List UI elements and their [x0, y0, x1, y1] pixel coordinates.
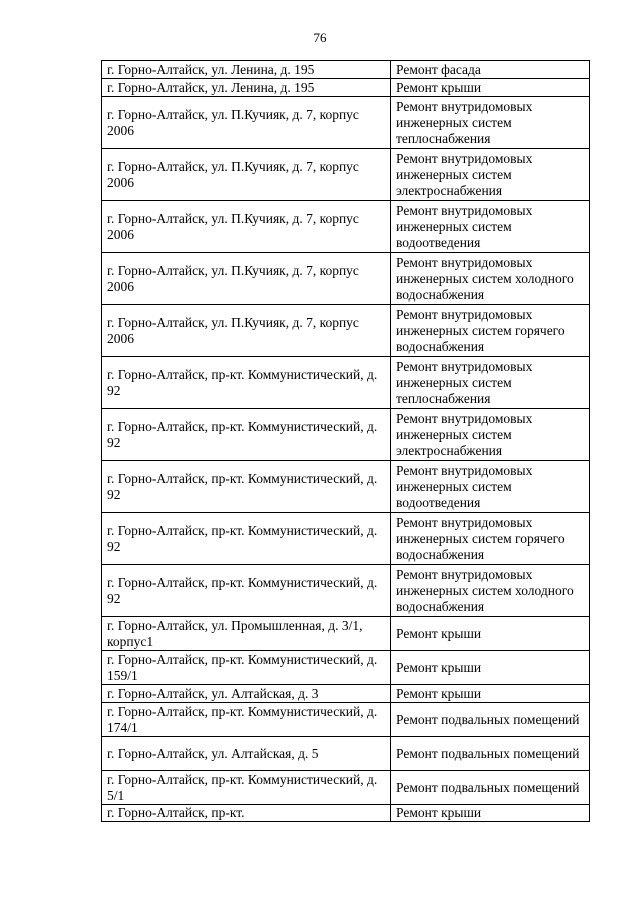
address-cell: г. Горно-Алтайск, пр-кт. Коммунистический, д. 159/1 — [102, 651, 391, 685]
address-cell: г. Горно-Алтайск, пр-кт. Коммунистический, д. 92 — [102, 565, 391, 617]
work-cell: Ремонт фасада — [391, 61, 590, 79]
address-cell: г. Горно-Алтайск, ул. П.Кучияк, д. 7, корпус 2006 — [102, 305, 391, 357]
work-cell: Ремонт внутридомовых инженерных систем горячего водоснабжения — [391, 513, 590, 565]
repair-works-table — [101, 60, 590, 822]
address-cell: г. Горно-Алтайск, пр-кт. — [102, 805, 391, 822]
work-cell: Ремонт крыши — [391, 805, 590, 822]
page-number: 76 — [313, 30, 327, 45]
work-cell: Ремонт крыши — [391, 617, 590, 651]
table-row — [102, 565, 590, 617]
address-cell: г. Горно-Алтайск, ул. Алтайская, д. 5 — [102, 737, 391, 771]
work-cell: Ремонт крыши — [391, 79, 590, 97]
work-cell: Ремонт внутридомовых инженерных систем электроснабжения — [391, 149, 590, 201]
work-cell: Ремонт подвальных помещений — [391, 703, 590, 737]
table-row — [102, 61, 590, 79]
address-cell: г. Горно-Алтайск, ул. П.Кучияк, д. 7, корпус 2006 — [102, 149, 391, 201]
work-cell: Ремонт внутридомовых инженерных систем холодного водоснабжения — [391, 253, 590, 305]
address-cell: г. Горно-Алтайск, ул. Промышленная, д. 3/1, корпус1 — [102, 617, 391, 651]
table-row — [102, 79, 590, 97]
work-cell: Ремонт внутридомовых инженерных систем холодного водоснабжения — [391, 565, 590, 617]
table-row — [102, 685, 590, 703]
table-row — [102, 461, 590, 513]
table-row — [102, 97, 590, 149]
address-cell: г. Горно-Алтайск, пр-кт. Коммунистический, д. 174/1 — [102, 703, 391, 737]
work-cell: Ремонт внутридомовых инженерных систем водоотведения — [391, 461, 590, 513]
address-cell: г. Горно-Алтайск, пр-кт. Коммунистический, д. 92 — [102, 461, 391, 513]
work-cell: Ремонт внутридомовых инженерных систем горячего водоснабжения — [391, 305, 590, 357]
table-row — [102, 253, 590, 305]
address-cell: г. Горно-Алтайск, пр-кт. Коммунистический, д. 5/1 — [102, 771, 391, 805]
work-cell: Ремонт внутридомовых инженерных систем теплоснабжения — [391, 357, 590, 409]
address-cell: г. Горно-Алтайск, ул. Алтайская, д. 3 — [102, 685, 391, 703]
work-cell: Ремонт крыши — [391, 685, 590, 703]
table-row — [102, 771, 590, 805]
address-cell: г. Горно-Алтайск, ул. Ленина, д. 195 — [102, 79, 391, 97]
work-cell: Ремонт внутридомовых инженерных систем теплоснабжения — [391, 97, 590, 149]
address-cell: г. Горно-Алтайск, ул. П.Кучияк, д. 7, корпус 2006 — [102, 201, 391, 253]
table-row — [102, 513, 590, 565]
table-row — [102, 409, 590, 461]
table-row — [102, 305, 590, 357]
table-row — [102, 617, 590, 651]
work-cell: Ремонт подвальных помещений — [391, 737, 590, 771]
table-row — [102, 703, 590, 737]
address-cell: г. Горно-Алтайск, ул. Ленина, д. 195 — [102, 61, 391, 79]
table-row — [102, 149, 590, 201]
table-row — [102, 805, 590, 822]
work-cell: Ремонт крыши — [391, 651, 590, 685]
table-row — [102, 651, 590, 685]
address-cell: г. Горно-Алтайск, ул. П.Кучияк, д. 7, корпус 2006 — [102, 97, 391, 149]
work-cell: Ремонт внутридомовых инженерных систем электроснабжения — [391, 409, 590, 461]
table-row — [102, 357, 590, 409]
table-row — [102, 201, 590, 253]
table-row — [102, 737, 590, 771]
address-cell: г. Горно-Алтайск, пр-кт. Коммунистический, д. 92 — [102, 409, 391, 461]
work-cell: Ремонт подвальных помещений — [391, 771, 590, 805]
address-cell: г. Горно-Алтайск, ул. П.Кучияк, д. 7, корпус 2006 — [102, 253, 391, 305]
address-cell: г. Горно-Алтайск, пр-кт. Коммунистический, д. 92 — [102, 513, 391, 565]
work-cell: Ремонт внутридомовых инженерных систем водоотведения — [391, 201, 590, 253]
address-cell: г. Горно-Алтайск, пр-кт. Коммунистический, д. 92 — [102, 357, 391, 409]
